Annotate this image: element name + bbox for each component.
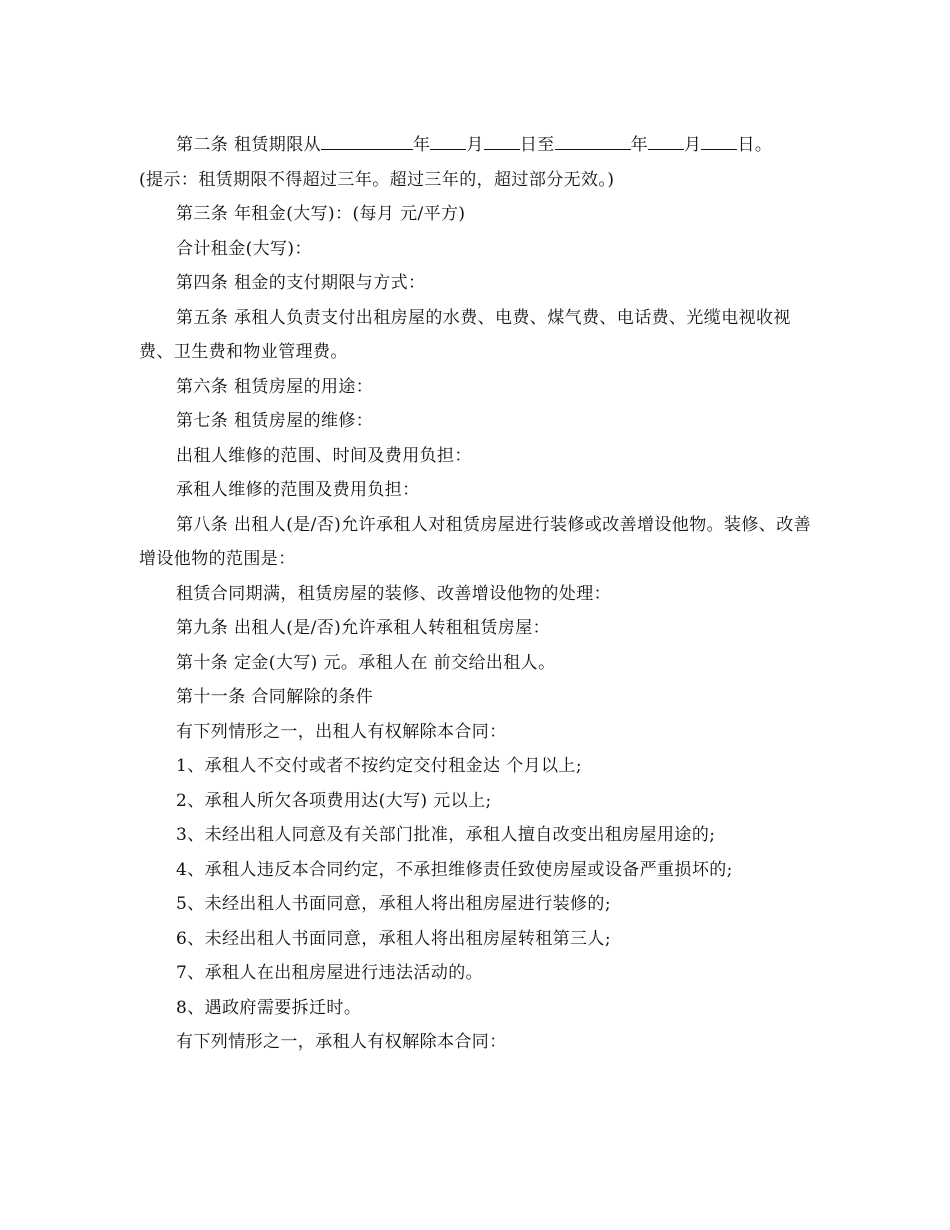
blank-start-day [484,135,520,150]
paragraph: 第十一条 合同解除的条件 [176,687,374,707]
list-item: 7、承租人在出租房屋进行违法活动的。 [176,963,484,983]
paragraph: 出租人维修的范围、时间及费用负担： [176,445,472,466]
list-item: 1、承租人不交付或者不按约定交付租金达 个月以上; [176,756,582,776]
label-day-to: 日至 [519,135,555,155]
article-2-prefix: 第二条 租赁期限从 [176,135,322,155]
paragraph: 第五条 承租人负责支付出租房屋的水费、电费、煤气费、电话费、光缆电视收视费、卫生费和物业管理费。 [139,307,791,362]
article-2-hint: (提示：租赁期限不得超过三年。超过三年的，超过部分无效。) [139,169,615,190]
blank-end-year [555,135,631,150]
paragraph: 第六条 租赁房屋的用途： [176,376,374,397]
paragraph: 有下列情形之一，承租人有权解除本合同： [176,1032,507,1052]
list-item: 6、未经出租人书面同意，承租人将出租房屋转租第三人; [176,928,611,949]
blank-start-month [430,135,466,150]
blank-end-month [648,135,684,150]
list-item: 4、承租人违反本合同约定，不承担维修责任致使房屋或设备严重损坏的; [176,859,733,880]
paragraph: 承租人维修的范围及费用负担： [176,480,420,500]
blank-start-year [321,135,413,150]
list-item: 5、未经出租人书面同意，承租人将出租房屋进行装修的; [176,894,611,914]
paragraph: 合计租金(大写)： [176,238,312,259]
paragraph: 第四条 租金的支付期限与方式： [176,273,426,293]
paragraph: 有下列情形之一，出租人有权解除本合同： [176,721,507,742]
paragraph: 第九条 出租人(是/否)允许承租人转租租赁房屋： [176,618,550,638]
paragraph: 第七条 租赁房屋的维修： [176,411,374,431]
paragraph: 租赁合同期满，租赁房屋的装修、改善增设他物的处理： [176,583,611,604]
label-day-end: 日。 [737,135,773,155]
label-month: 月 [684,135,702,155]
list-item: 3、未经出租人同意及有关部门批准，承租人擅自改变出租房屋用途的; [176,825,716,845]
list-item: 8、遇政府需要拆迁时。 [176,997,362,1018]
paragraph: 第三条 年租金(大写)：(每月 元/平方) [176,204,466,224]
contract-body [139,128,811,1060]
label-month: 月 [466,135,484,155]
paragraph: 第八条 出租人(是/否)允许承租人对租赁房屋进行装修或改善增设他物。装修、改善增设他物的范围是： [139,514,811,569]
paragraph: 第十条 定金(大写) 元。承租人在 前交给出租人。 [176,652,556,673]
article-2-term [139,128,811,163]
label-year: 年 [413,135,431,155]
blank-end-day [701,135,737,150]
label-year: 年 [630,135,649,155]
list-item: 2、承租人所欠各项费用达(大写) 元以上; [176,790,492,811]
